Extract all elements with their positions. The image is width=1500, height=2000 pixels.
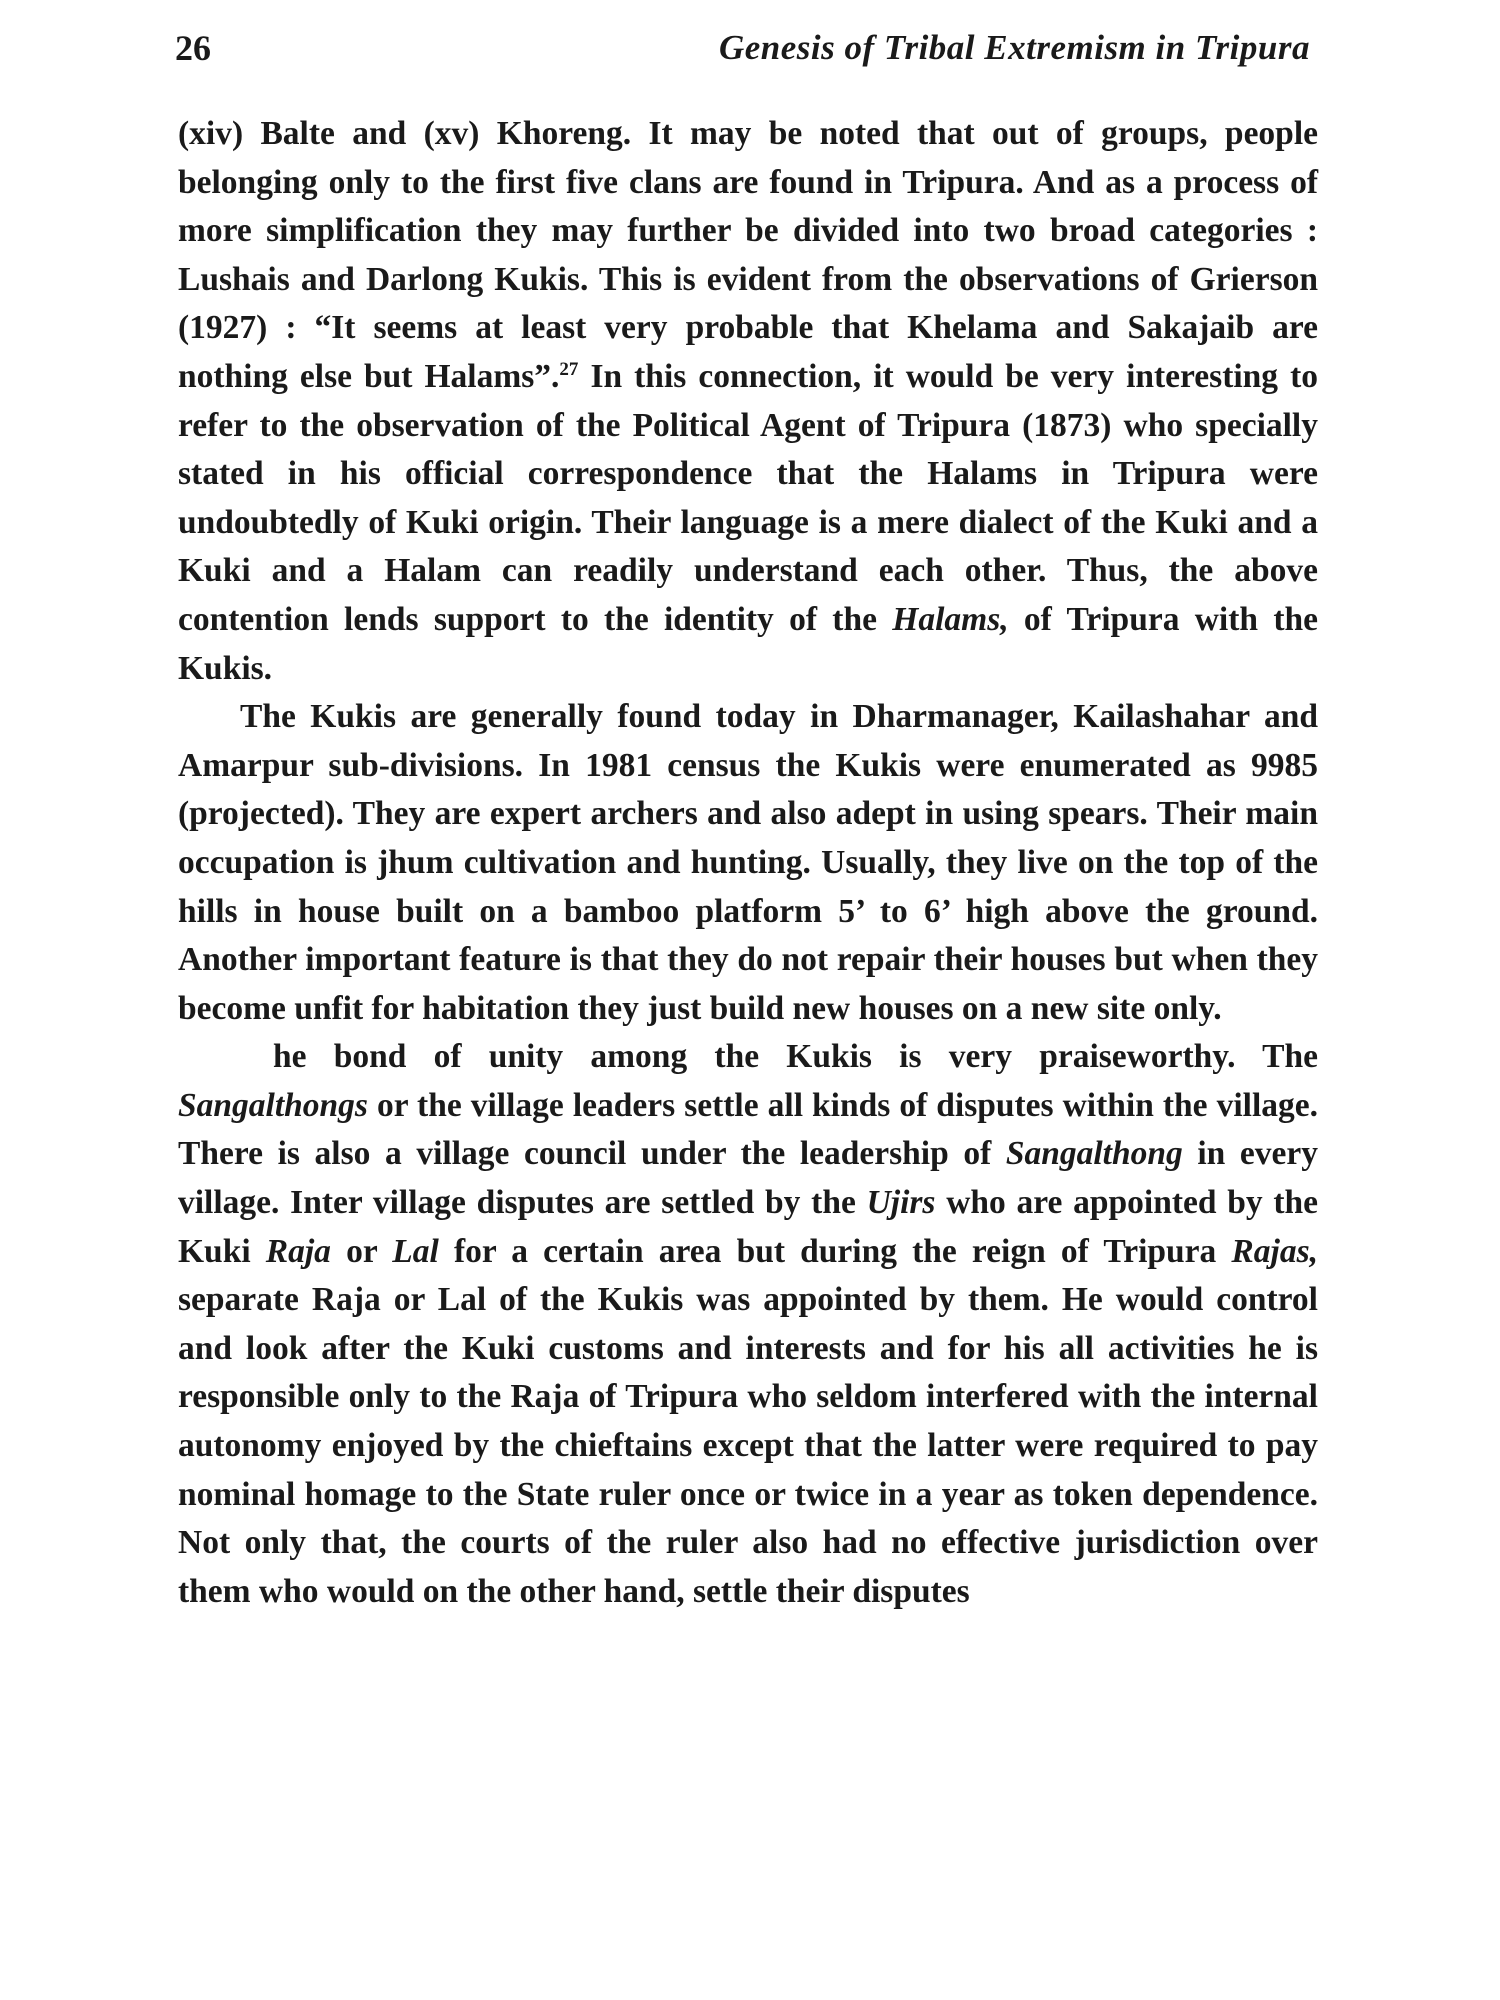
paragraph-1-text-b: In this connection, it would be very interesting to refer to the observation of the Political Agent of Tripura (1873) who specially stated in his official correspondence that the Halams in Tripura were undoubtedly of Kuki origin. Their language is a mere dialect of the Kuki and a Kuki and a Halam can readily understand each other. Thus, the above contention lends support to the identity of the: [178, 357, 1318, 638]
paragraph-3-text-g: separate Raja or Lal of the Kukis was appointed by them. He would control and look after the Kuki customs and interests and for his all activities he is responsible only to the Raja of Tripura who seldom interfered with the internal autonomy enjoyed by the chieftains except that the latter were required to pay nominal homage to the State ruler once or twice in a year as token dependence. Not only that, the courts of the ruler also had no effective jurisdiction over them who would on the other hand, settle their disputes: [178, 1281, 1318, 1610]
paragraph-1-text-c: of Tripura with the Kukis.: [178, 600, 1318, 687]
paragraph-3-text-e: or: [330, 1232, 393, 1270]
paragraph-3-text-a: he bond of unity among the Kukis is very praiseworthy. The: [273, 1038, 1318, 1076]
page-number: 26: [175, 28, 211, 68]
running-head: Genesis of Tribal Extremism in Tripura: [718, 28, 1310, 67]
paragraph-1: [178, 110, 1318, 693]
italic-term-lal: Lal: [392, 1232, 439, 1270]
paragraph-3-text-f: for a certain area but during the reign of Tripura: [438, 1232, 1232, 1270]
paragraph-1-text-a: (xiv) Balte and (xv) Khoreng. It may be noted that out of groups, people belonging only to the first five clans are found in Tripura. And as a process of more simplification they may further be divided into two broad categories : Lushais and Darlong Kukis. This is evident from the observations of Grierson (1927) : “It seems at least very probable that Khelama and Sakajaib are nothing else but Halams”.: [178, 115, 1318, 395]
paragraph-3-text-d: who are appointed by the Kuki: [178, 1184, 1318, 1270]
footnote-marker: 27: [559, 358, 579, 380]
italic-term-sangalthong: Sangalthong: [1005, 1135, 1183, 1173]
paragraph-2-text: The Kukis are generally found today in Dharmanager, Kailashahar and Amarpur sub-divisions. In 1981 census the Kukis were enumerated as 9985 (projected). They are expert archers and also adept in using spears. Their main occupation is jhum cultivation and hunting. Usually, they live on the top of the hills in house built on a bamboo platform 5’ to 6’ high above the ground. Another important feature is that they do not repair their houses but when they become unfit for habitation they just build new houses on a new site only.: [178, 698, 1318, 1027]
page-header: [175, 18, 1310, 78]
italic-term-sangalthongs: Sangalthongs: [178, 1086, 368, 1124]
paragraph-2: [178, 693, 1318, 1033]
italic-term-halams: Halams,: [892, 600, 1009, 638]
paragraph-3-text-b: or the village leaders settle all kinds of disputes within the village. There is also a village council under the leadership of: [178, 1086, 1318, 1173]
italic-term-rajas: Rajas,: [1231, 1232, 1318, 1270]
paragraph-3-text-c: in every village. Inter village disputes are settled by the: [178, 1135, 1319, 1222]
italic-term-ujirs: Ujirs: [866, 1184, 936, 1222]
italic-term-raja: Raja: [265, 1232, 331, 1270]
paragraph-3: [178, 1033, 1318, 1616]
body-text: [178, 110, 1318, 1616]
